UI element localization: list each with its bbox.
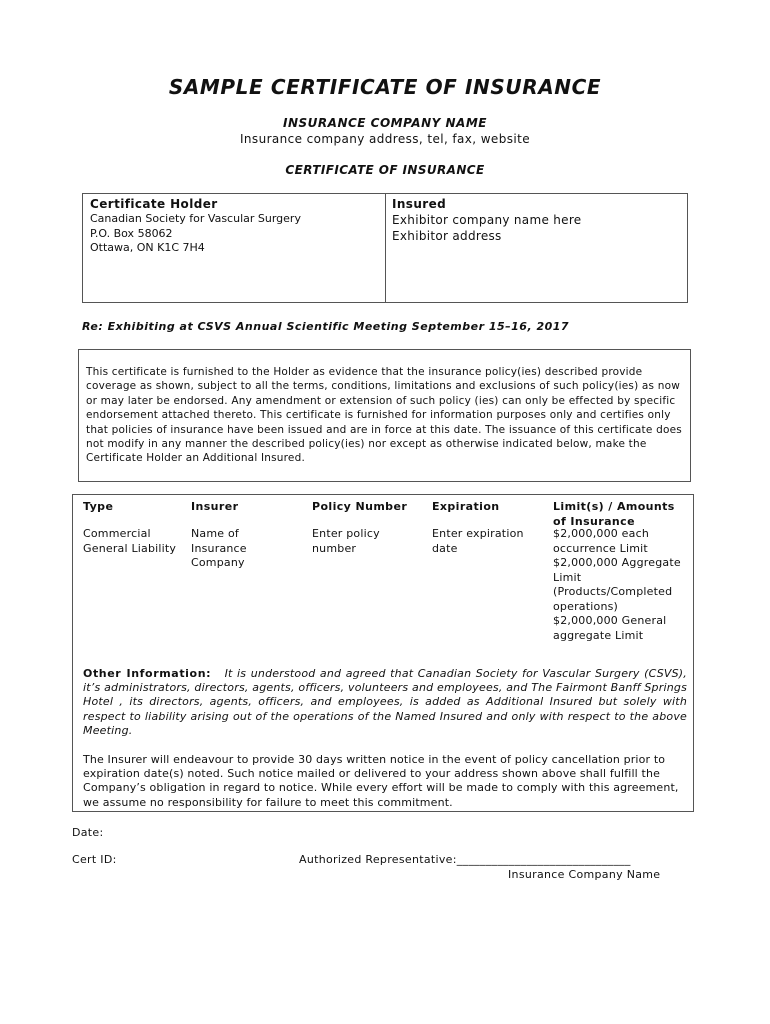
row-expiration: Enter expiration date [432, 527, 524, 555]
certificate-holder-details [90, 212, 380, 256]
other-information [83, 667, 687, 738]
document-title: SAMPLE CERTIFICATE OF INSURANCE [168, 75, 602, 99]
header-insurer: Insurer [191, 500, 239, 513]
row-limits [553, 527, 681, 643]
insured-details [392, 212, 682, 244]
other-information-text: It is understood and agreed that Canadian Society for Vascular Surgery (CSVS), it’s administrators, directors, agents, officers, volunteers and employees, and The Fairmont Banff Springs Hotel , its directors, agents, officers, and employees, is added as Additional Insured but solely with respect to liability arising out of the operations of the Named Insured and only with respect to the above Meeting. [83, 667, 687, 737]
holder-line: Canadian Society for Vascular Surgery [90, 212, 301, 225]
notice-text: This certificate is furnished to the Holder as evidence that the insurance policy(ies) described provide coverage as shown, subject to all the terms, conditions, limitations and exclusions of such policy(ies) as now or may later be endorsed. Any amendment or extension of such policy (ies) can only be effected by specific endorsement attached thereto. This certificate is furnished for information purposes only and certifies only that policies of insurance have been issued and are in force at this date. The issuance of this certificate does not modify in any manner the described policy(ies) nor except as otherwise indicated below, make the Certificate Holder an Additional Insured. [86, 366, 682, 465]
header-limits: Limit(s) / Amounts of Insurance [553, 500, 675, 528]
insured-heading: Insured [392, 197, 447, 211]
policy-details-box [72, 494, 694, 812]
insurer-notice: The Insurer will endeavour to provide 30 days written notice in the event of policy cancellation prior to expiration date(s) noted. Such notice mailed or delivered to your address shown above shall fulfill the Company’s obligation in regard to notice. While every effort will be made to comply with this agreement, we assume no responsibility for failure to meet this commitment. [83, 753, 679, 809]
header-expiration: Expiration [432, 500, 500, 513]
limit-item: $2,000,000 General aggregate Limit [553, 614, 667, 642]
other-information-label: Other Information: [83, 667, 212, 680]
holder-line: P.O. Box 58062 [90, 226, 173, 240]
row-policy-number: Enter policy number [312, 527, 380, 555]
insurance-company-address: Insurance company address, tel, fax, website [239, 132, 531, 146]
header-type: Type [83, 500, 114, 513]
box-divider [385, 194, 386, 302]
signature-company-name: Insurance Company Name [508, 868, 661, 881]
cert-id-label: Cert ID: [72, 853, 117, 866]
insured-line: Exhibitor address [392, 229, 502, 243]
insured-line: Exhibitor company name here [392, 213, 582, 227]
row-insurer: Name of Insurance Company [191, 527, 247, 569]
holder-line: Ottawa, ON K1C 7H4 [90, 241, 205, 254]
notice-box [78, 349, 691, 482]
re-line: Re: Exhibiting at CSVS Annual Scientific Meeting September 15–16, 2017 [82, 320, 570, 333]
certificate-subtitle: CERTIFICATE OF INSURANCE [285, 163, 485, 177]
header-policy-number: Policy Number [312, 500, 408, 513]
limit-item: $2,000,000 each occurrence Limit [553, 527, 650, 555]
authorized-representative: Authorized Representative:______________________________ [299, 853, 631, 866]
date-label: Date: [72, 826, 104, 839]
certificate-holder-heading: Certificate Holder [90, 197, 218, 211]
limit-item: $2,000,000 Aggregate Limit (Products/Completed operations) [553, 556, 681, 613]
holder-insured-box [82, 193, 688, 303]
row-type: Commercial General Liability [83, 527, 177, 555]
insurance-company-name: INSURANCE COMPANY NAME [283, 116, 487, 130]
